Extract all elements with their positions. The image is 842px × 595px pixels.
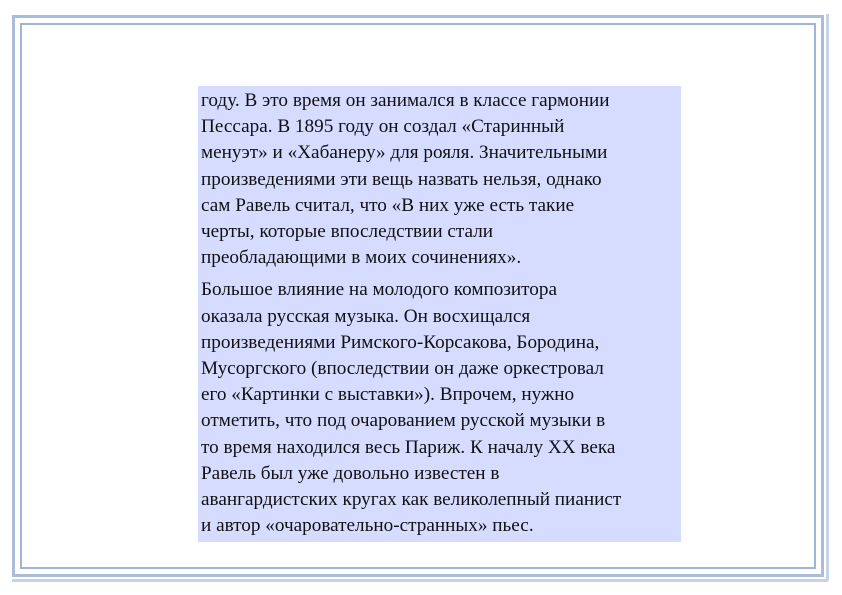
text-block [198,86,681,542]
slide-frame-shadow-bottom [12,579,828,582]
slide-frame-shadow-right [826,14,829,581]
paragraph-2 [201,277,679,539]
text-line: его «Картинки с выставки»). Впрочем, нужно [201,384,575,406]
text-line: произведениями эти вещь назвать нельзя, однако [201,168,602,190]
text-line: преобладающими в моих сочинениях». [201,247,522,269]
text-line: и автор «очаровательно-странных» пьес. [201,515,534,537]
text-line: отметить, что под очарованием русской музыки в [201,410,606,432]
text-line: авангардистских кругах как великолепный пианист [201,489,622,511]
text-line: менуэт» и «Хабанеру» для рояля. Значительными [201,142,608,164]
text-line: черты, которые впоследствии стали [201,221,494,243]
text-line: сам Равель считал, что «В них уже есть такие [201,194,575,216]
text-line: Пессара. В 1895 году он создал «Старинный [201,116,565,138]
text-line: то время находился весь Париж. К началу XX века [201,436,616,458]
text-line: году. В это время он занимался в классе гармонии [201,90,610,111]
text-line: Равель был уже довольно известен в [201,462,500,484]
text-line: Большое влияние на молодого композитора [201,279,558,301]
text-line: оказала русская музыка. Он восхищался [201,305,531,327]
text-line: Мусоргского (впоследствии он даже оркестровал [201,358,604,380]
text-line: произведениями Римского-Корсакова, Бородина, [201,331,600,353]
paragraph-1 [201,88,679,271]
